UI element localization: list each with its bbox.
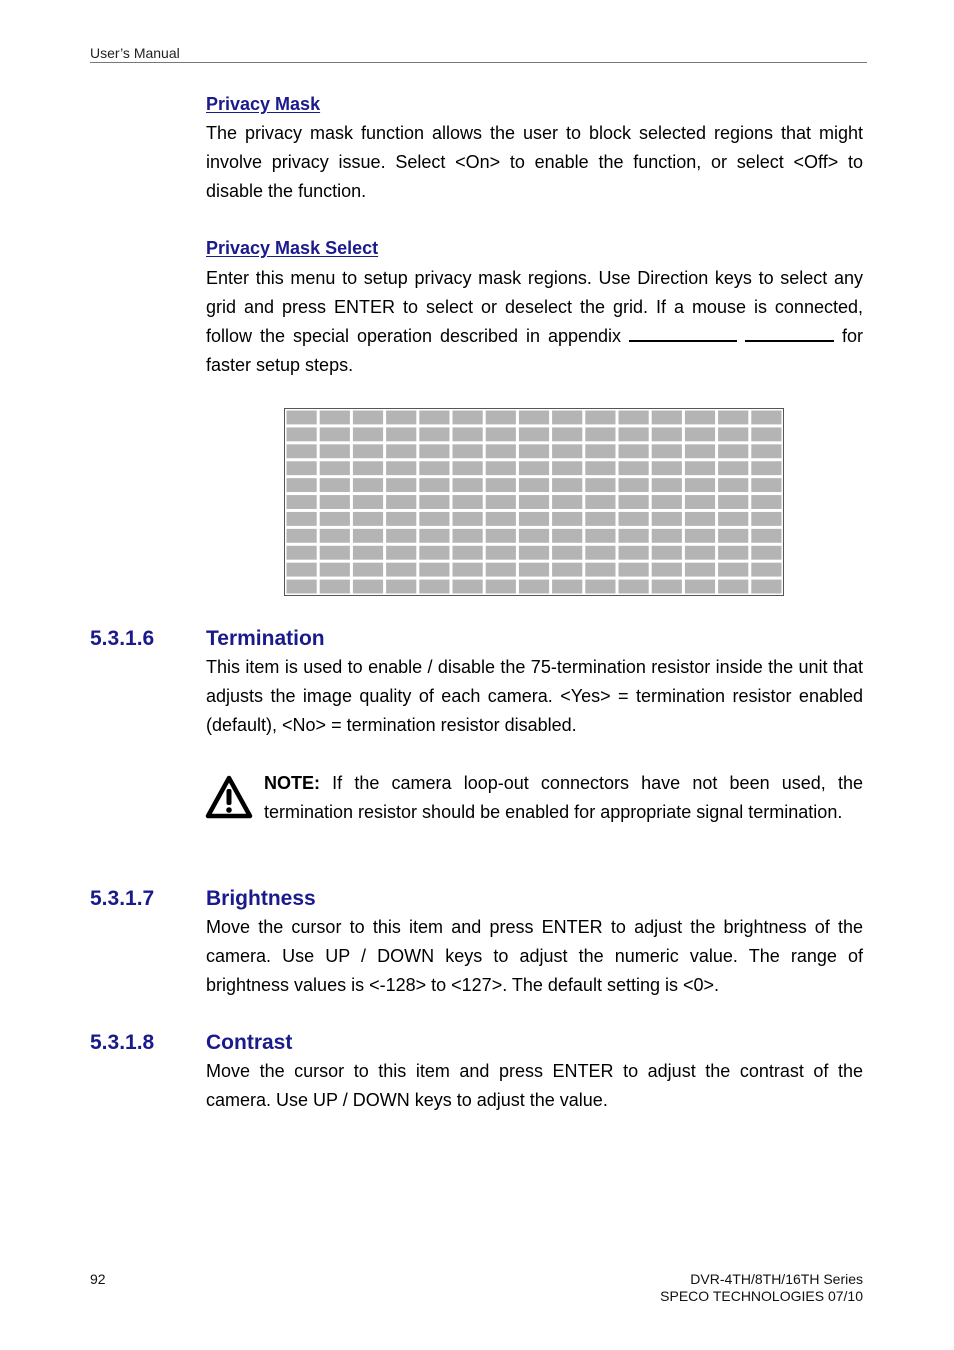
grid-cell[interactable]: [552, 478, 582, 492]
grid-cell[interactable]: [419, 461, 449, 475]
brightness-paragraph: Move the cursor to this item and press ENTER to adjust the brightness of the camera. Use UP / DOWN keys to adjust the numeric value. The range of brightness values is <-128> to <127>. The default setting is <0>.: [206, 917, 863, 995]
grid-cell[interactable]: [652, 411, 682, 425]
grid-cell[interactable]: [287, 478, 317, 492]
grid-cell[interactable]: [585, 427, 615, 441]
note-label: NOTE:: [264, 773, 320, 793]
grid-cell[interactable]: [718, 529, 748, 543]
grid-cell[interactable]: [287, 546, 317, 560]
grid-cell[interactable]: [619, 444, 649, 458]
grid-cell[interactable]: [419, 411, 449, 425]
grid-cell[interactable]: [320, 427, 350, 441]
grid-cell[interactable]: [486, 411, 516, 425]
grid-cell[interactable]: [718, 495, 748, 509]
running-header: User’s Manual: [90, 45, 180, 61]
grid-cell[interactable]: [619, 563, 649, 577]
grid-cell[interactable]: [585, 478, 615, 492]
brightness-section-title: Brightness: [206, 887, 316, 910]
grid-cell[interactable]: [585, 563, 615, 577]
grid-cell[interactable]: [519, 563, 549, 577]
warning-triangle-icon: [205, 774, 253, 820]
grid-cell[interactable]: [353, 461, 383, 475]
grid-cell[interactable]: [751, 580, 781, 594]
grid-cell[interactable]: [486, 546, 516, 560]
grid-cell[interactable]: [685, 427, 715, 441]
grid-cell[interactable]: [552, 411, 582, 425]
grid-cell[interactable]: [353, 427, 383, 441]
grid-cell[interactable]: [519, 529, 549, 543]
grid-cell[interactable]: [486, 461, 516, 475]
grid-cell[interactable]: [652, 444, 682, 458]
grid-cell[interactable]: [585, 444, 615, 458]
grid-cell[interactable]: [386, 495, 416, 509]
grid-cell[interactable]: [552, 563, 582, 577]
grid-cell[interactable]: [486, 478, 516, 492]
grid-cell[interactable]: [419, 478, 449, 492]
grid-cell[interactable]: [519, 495, 549, 509]
grid-cell[interactable]: [386, 427, 416, 441]
grid-cell[interactable]: [287, 580, 317, 594]
contrast-section-number: 5.3.1.8: [90, 1031, 155, 1054]
grid-cell[interactable]: [685, 580, 715, 594]
footer-company: SPECO TECHNOLOGIES 07/10: [660, 1288, 863, 1304]
appendix-blank-1: [629, 324, 737, 342]
grid-cell[interactable]: [453, 512, 483, 526]
grid-cell[interactable]: [419, 529, 449, 543]
grid-cell[interactable]: [519, 461, 549, 475]
grid-cell[interactable]: [453, 411, 483, 425]
grid-cell[interactable]: [519, 411, 549, 425]
grid-cell[interactable]: [287, 529, 317, 543]
header-rule: [90, 62, 867, 63]
brightness-section-number: 5.3.1.7: [90, 887, 155, 910]
grid-cell[interactable]: [519, 546, 549, 560]
grid-cell[interactable]: [585, 461, 615, 475]
grid-cell[interactable]: [718, 427, 748, 441]
termination-paragraph: This item is used to enable / disable the 75-termination resistor inside the unit that adjusts the image quality of each camera. <Yes> = termination resistor enabled (default), <No> = termination resistor disabled.: [206, 657, 863, 735]
grid-cell[interactable]: [652, 529, 682, 543]
grid-cell[interactable]: [519, 427, 549, 441]
grid-cell[interactable]: [287, 563, 317, 577]
grid-cell[interactable]: [585, 580, 615, 594]
grid-cell[interactable]: [453, 529, 483, 543]
grid-cell[interactable]: [486, 529, 516, 543]
grid-cell[interactable]: [685, 461, 715, 475]
grid-cell[interactable]: [419, 512, 449, 526]
grid-cell[interactable]: [619, 427, 649, 441]
grid-cell[interactable]: [718, 461, 748, 475]
grid-cell[interactable]: [353, 529, 383, 543]
grid-cell[interactable]: [386, 580, 416, 594]
footer-series: DVR-4TH/8TH/16TH Series: [690, 1271, 863, 1287]
contrast-paragraph: Move the cursor to this item and press ENTER to adjust the contrast of the camera. Use UP / DOWN keys to adjust the value.: [206, 1061, 863, 1110]
grid-cell[interactable]: [652, 495, 682, 509]
termination-section-title: Termination: [206, 627, 325, 650]
grid-cell[interactable]: [453, 444, 483, 458]
grid-cell[interactable]: [287, 512, 317, 526]
contrast-section-title: Contrast: [206, 1031, 293, 1054]
grid-cell[interactable]: [685, 529, 715, 543]
grid-cell[interactable]: [386, 563, 416, 577]
grid-cell[interactable]: [353, 580, 383, 594]
grid-cell[interactable]: [486, 444, 516, 458]
grid-cell[interactable]: [552, 444, 582, 458]
grid-cell[interactable]: [419, 546, 449, 560]
grid-cell[interactable]: [619, 529, 649, 543]
grid-cell[interactable]: [652, 478, 682, 492]
grid-cell[interactable]: [386, 512, 416, 526]
grid-cell[interactable]: [751, 478, 781, 492]
grid-cell[interactable]: [353, 495, 383, 509]
grid-cell[interactable]: [486, 563, 516, 577]
grid-cell[interactable]: [652, 546, 682, 560]
grid-cell[interactable]: [287, 444, 317, 458]
grid-cell[interactable]: [685, 546, 715, 560]
grid-cell[interactable]: [353, 546, 383, 560]
grid-cell[interactable]: [419, 427, 449, 441]
grid-cell[interactable]: [552, 580, 582, 594]
grid-cell[interactable]: [619, 478, 649, 492]
privacy-mask-paragraph: The privacy mask function allows the user to block selected regions that might involve privacy issue. Select <On> to enable the function, or select <Off> to disable the function.: [206, 123, 863, 201]
page-number: 92: [90, 1271, 106, 1287]
grid-cell[interactable]: [652, 512, 682, 526]
grid-cell[interactable]: [486, 512, 516, 526]
grid-cell[interactable]: [552, 512, 582, 526]
grid-cell[interactable]: [552, 546, 582, 560]
privacy-mask-select-text: Enter this menu to setup privacy mask regions. Use Direction keys to select any grid and press ENTER to select or deselect the grid. If a mouse is connected, follow the special operation described in appendix: [206, 268, 863, 346]
grid-cell[interactable]: [685, 495, 715, 509]
grid-cell[interactable]: [320, 478, 350, 492]
grid-cell[interactable]: [287, 461, 317, 475]
grid-cell[interactable]: [552, 529, 582, 543]
grid-cell[interactable]: [585, 529, 615, 543]
grid-cell[interactable]: [751, 563, 781, 577]
grid-cell[interactable]: [751, 444, 781, 458]
grid-cell[interactable]: [320, 546, 350, 560]
grid-cell[interactable]: [685, 444, 715, 458]
grid-cell[interactable]: [718, 478, 748, 492]
grid-cell[interactable]: [386, 529, 416, 543]
termination-note: [264, 769, 863, 827]
grid-cell[interactable]: [453, 495, 483, 509]
grid-cell[interactable]: [619, 461, 649, 475]
grid-cell[interactable]: [287, 495, 317, 509]
grid-cell[interactable]: [519, 512, 549, 526]
grid-cell[interactable]: [685, 512, 715, 526]
grid-cell[interactable]: [453, 427, 483, 441]
grid-cell[interactable]: [419, 563, 449, 577]
grid-cell[interactable]: [453, 478, 483, 492]
grid-cell[interactable]: [486, 580, 516, 594]
privacy-mask-grid-svg: [285, 409, 783, 595]
grid-cell[interactable]: [386, 461, 416, 475]
grid-cell[interactable]: [453, 563, 483, 577]
grid-cell[interactable]: [287, 427, 317, 441]
grid-cell[interactable]: [718, 411, 748, 425]
grid-cell[interactable]: [386, 546, 416, 560]
grid-cell[interactable]: [353, 563, 383, 577]
privacy-mask-select-heading: Privacy Mask Select: [206, 238, 379, 258]
grid-cell[interactable]: [320, 495, 350, 509]
grid-cell[interactable]: [419, 580, 449, 594]
grid-cell[interactable]: [552, 461, 582, 475]
grid-cell[interactable]: [685, 478, 715, 492]
grid-cell[interactable]: [419, 495, 449, 509]
grid-cell[interactable]: [685, 411, 715, 425]
grid-cell[interactable]: [751, 411, 781, 425]
grid-cell[interactable]: [652, 461, 682, 475]
grid-cell[interactable]: [353, 478, 383, 492]
grid-cell[interactable]: [552, 495, 582, 509]
grid-cell[interactable]: [718, 580, 748, 594]
grid-cell[interactable]: [519, 478, 549, 492]
grid-cell[interactable]: [320, 529, 350, 543]
grid-cell[interactable]: [619, 512, 649, 526]
appendix-blank-2: [745, 324, 834, 342]
grid-cell[interactable]: [287, 411, 317, 425]
termination-section-number: 5.3.1.6: [90, 627, 155, 650]
grid-cell[interactable]: [718, 444, 748, 458]
grid-cell[interactable]: [552, 427, 582, 441]
grid-cell[interactable]: [751, 529, 781, 543]
grid-cell[interactable]: [320, 444, 350, 458]
grid-cell[interactable]: [453, 580, 483, 594]
grid-cell[interactable]: [453, 461, 483, 475]
grid-cell[interactable]: [751, 495, 781, 509]
grid-cell[interactable]: [386, 411, 416, 425]
grid-cell[interactable]: [652, 580, 682, 594]
grid-cell[interactable]: [619, 546, 649, 560]
grid-cell[interactable]: [353, 411, 383, 425]
grid-cell[interactable]: [751, 427, 781, 441]
grid-cell[interactable]: [386, 478, 416, 492]
grid-cell[interactable]: [619, 411, 649, 425]
grid-cell[interactable]: [386, 444, 416, 458]
grid-cell[interactable]: [718, 563, 748, 577]
grid-cell[interactable]: [585, 495, 615, 509]
grid-cell[interactable]: [453, 546, 483, 560]
grid-cell[interactable]: [585, 512, 615, 526]
privacy-mask-grid: [284, 408, 784, 596]
privacy-mask-select-text-end: for faster setup steps.: [206, 326, 863, 375]
grid-cell[interactable]: [619, 580, 649, 594]
grid-cell[interactable]: [320, 411, 350, 425]
grid-cell[interactable]: [718, 512, 748, 526]
grid-cell[interactable]: [486, 427, 516, 441]
grid-cell[interactable]: [685, 563, 715, 577]
grid-cell[interactable]: [652, 427, 682, 441]
privacy-mask-heading: Privacy Mask: [206, 94, 321, 114]
grid-cell[interactable]: [320, 512, 350, 526]
grid-cell[interactable]: [751, 546, 781, 560]
grid-cell[interactable]: [519, 580, 549, 594]
note-text: If the camera loop-out connectors have not been used, the termination resistor should be enabled for appropriate signal termination.: [264, 773, 863, 822]
grid-cell[interactable]: [585, 546, 615, 560]
grid-cell[interactable]: [353, 444, 383, 458]
grid-cell[interactable]: [619, 495, 649, 509]
grid-cell[interactable]: [652, 563, 682, 577]
grid-cell[interactable]: [419, 444, 449, 458]
grid-cell[interactable]: [320, 461, 350, 475]
grid-cell[interactable]: [320, 580, 350, 594]
grid-cell[interactable]: [353, 512, 383, 526]
grid-cell[interactable]: [519, 444, 549, 458]
grid-cell[interactable]: [718, 546, 748, 560]
grid-cell[interactable]: [585, 411, 615, 425]
privacy-mask-select-paragraph: [206, 264, 863, 380]
grid-cell[interactable]: [320, 563, 350, 577]
grid-cell[interactable]: [751, 512, 781, 526]
grid-cell[interactable]: [751, 461, 781, 475]
grid-cell[interactable]: [486, 495, 516, 509]
